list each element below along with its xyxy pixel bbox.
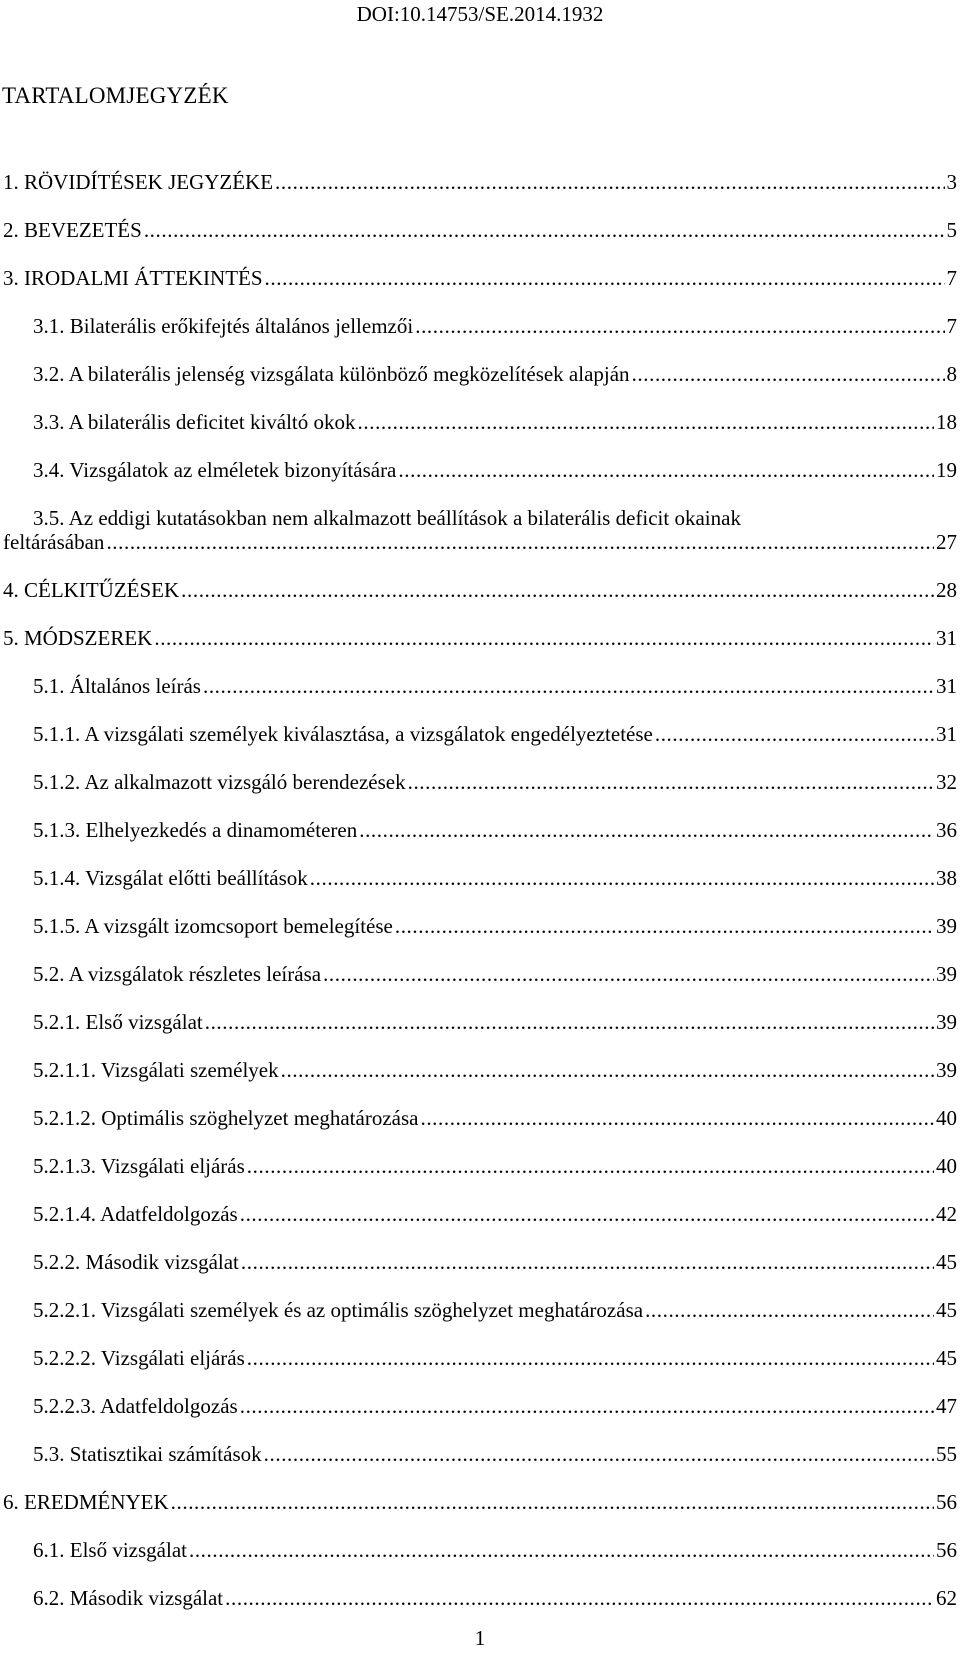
toc-entry-page: 27 bbox=[936, 530, 957, 554]
toc-entry-text: 2. BEVEZETÉS bbox=[3, 218, 142, 242]
toc-entry[interactable] bbox=[0, 770, 960, 818]
toc-entry-text: 5.1. Általános leírás bbox=[33, 674, 201, 698]
toc-entry[interactable] bbox=[0, 1058, 960, 1106]
toc-entry[interactable] bbox=[0, 674, 960, 722]
toc-entry-page: 19 bbox=[936, 458, 957, 482]
toc-entry[interactable] bbox=[0, 962, 960, 1010]
dot-leader bbox=[225, 1586, 934, 1610]
toc-entry-text: 5.2.1.2. Optimális szöghelyzet meghatározása bbox=[33, 1106, 419, 1130]
toc-entry-page: 55 bbox=[936, 1442, 957, 1466]
toc-entry[interactable] bbox=[0, 1346, 960, 1394]
toc-entry-page: 31 bbox=[936, 674, 957, 698]
toc-title: TARTALOMJEGYZÉK bbox=[2, 83, 229, 108]
toc-entry-text: 6.2. Második vizsgálat bbox=[33, 1586, 224, 1610]
toc-entry-page: 39 bbox=[936, 1058, 957, 1082]
toc-entry-text: 5.2.1. Első vizsgálat bbox=[33, 1010, 203, 1034]
toc-entry-text: 5.2.1.1. Vizsgálati személyek bbox=[33, 1058, 279, 1082]
toc-entry-text: 5.1.4. Vizsgálat előtti beállítások bbox=[33, 866, 308, 890]
doi-header: DOI:10.14753/SE.2014.1932 bbox=[356, 2, 604, 26]
toc-entry-page: 40 bbox=[936, 1154, 957, 1178]
toc-entry-text: 3. IRODALMI ÁTTEKINTÉS bbox=[3, 266, 263, 290]
toc-entry[interactable] bbox=[0, 410, 960, 458]
toc-entry[interactable] bbox=[0, 170, 960, 218]
dot-leader bbox=[275, 170, 944, 194]
dot-leader bbox=[408, 770, 934, 794]
dot-leader bbox=[203, 674, 934, 698]
toc-entry-page: 45 bbox=[936, 1346, 957, 1370]
toc-entry-text: 3.4. Vizsgálatok az elméletek bizonyítására bbox=[33, 458, 397, 482]
toc-entry-page: 32 bbox=[936, 770, 957, 794]
toc-entry[interactable] bbox=[0, 1442, 960, 1490]
toc-entry-page: 56 bbox=[936, 1490, 957, 1514]
toc-entry[interactable] bbox=[0, 266, 960, 314]
toc-entry-page: 45 bbox=[936, 1298, 957, 1322]
toc-entry-page: 31 bbox=[936, 722, 957, 746]
toc-entry-page: 5 bbox=[946, 218, 957, 242]
toc-entry-text: 5.2.2.2. Vizsgálati eljárás bbox=[33, 1346, 245, 1370]
toc-entry[interactable] bbox=[0, 1202, 960, 1250]
dot-leader bbox=[240, 1394, 934, 1418]
toc-entry[interactable] bbox=[0, 458, 960, 506]
toc-entry-text: 1. RÖVIDÍTÉSEK JEGYZÉKE bbox=[3, 170, 274, 194]
toc-entry[interactable] bbox=[0, 1298, 960, 1346]
toc-entry-text: 6. EREDMÉNYEK bbox=[3, 1490, 169, 1514]
dot-leader bbox=[181, 578, 934, 602]
toc-entry-text: 4. CÉLKITŰZÉSEK bbox=[3, 578, 180, 602]
toc-entry-page: 28 bbox=[936, 578, 957, 602]
toc-entry-text: 5.2.1.4. Adatfeldolgozás bbox=[33, 1202, 238, 1226]
toc-entry-page: 40 bbox=[936, 1106, 957, 1130]
toc-entry-page: 31 bbox=[936, 626, 957, 650]
dot-leader bbox=[106, 530, 934, 554]
dot-leader bbox=[265, 266, 945, 290]
dot-leader bbox=[323, 962, 934, 986]
toc-entry-page: 18 bbox=[936, 410, 957, 434]
dot-leader bbox=[189, 1538, 934, 1562]
dot-leader bbox=[281, 1058, 934, 1082]
toc-entry[interactable] bbox=[0, 1154, 960, 1202]
toc-entry-text: 5.2.1.3. Vizsgálati eljárás bbox=[33, 1154, 245, 1178]
toc-entry-page: 39 bbox=[936, 962, 957, 986]
dot-leader bbox=[358, 410, 934, 434]
toc-entry[interactable] bbox=[0, 722, 960, 770]
toc-entry[interactable] bbox=[0, 218, 960, 266]
toc-entry-text: 5.3. Statisztikai számítások bbox=[33, 1442, 262, 1466]
dot-leader bbox=[247, 1154, 934, 1178]
toc-entry[interactable] bbox=[0, 1106, 960, 1154]
toc-entry[interactable] bbox=[0, 626, 960, 674]
dot-leader bbox=[264, 1442, 934, 1466]
toc-entry-text: 3.1. Bilaterális erőkifejtés általános jellemzői bbox=[33, 314, 414, 338]
dot-leader bbox=[310, 866, 934, 890]
toc-entry-page: 45 bbox=[936, 1250, 957, 1274]
toc-entry-text: 5. MÓDSZEREK bbox=[3, 626, 153, 650]
toc-entry[interactable] bbox=[0, 362, 960, 410]
toc-entry-page: 47 bbox=[936, 1394, 957, 1418]
toc-entry-text: 5.1.5. A vizsgált izomcsoport bemelegítése bbox=[33, 914, 393, 938]
toc-entry-page: 3 bbox=[946, 170, 957, 194]
toc-entry-text: 3.3. A bilaterális deficitet kiváltó okok bbox=[33, 410, 356, 434]
toc-entry-page: 36 bbox=[936, 818, 957, 842]
dot-leader bbox=[171, 1490, 934, 1514]
dot-leader bbox=[247, 1346, 934, 1370]
toc-entry[interactable] bbox=[0, 818, 960, 866]
toc-entry[interactable] bbox=[0, 866, 960, 914]
dot-leader bbox=[241, 1250, 934, 1274]
dot-leader bbox=[395, 914, 934, 938]
toc-entry[interactable] bbox=[0, 1490, 960, 1538]
toc-entry-text: 5.1.1. A vizsgálati személyek kiválasztása, a vizsgálatok engedélyeztetése bbox=[33, 722, 653, 746]
toc-entry-page: 7 bbox=[946, 266, 957, 290]
toc-entry-page: 62 bbox=[936, 1586, 957, 1610]
toc-entry-text: 5.2.2.1. Vizsgálati személyek és az optimális szöghelyzet meghatározása bbox=[33, 1298, 644, 1322]
dot-leader bbox=[205, 1010, 934, 1034]
toc-entry-text: 5.2. A vizsgálatok részletes leírása bbox=[33, 962, 322, 986]
toc-entry-text: 5.2.2. Második vizsgálat bbox=[33, 1250, 239, 1274]
toc-entry-text: 5.2.2.3. Adatfeldolgozás bbox=[33, 1394, 238, 1418]
toc-entry-text: 5.1.3. Elhelyezkedés a dinamométeren bbox=[33, 818, 358, 842]
toc-entry-text-continued: feltárásában bbox=[3, 530, 105, 554]
toc-entry[interactable] bbox=[0, 506, 960, 578]
dot-leader bbox=[359, 818, 934, 842]
table-of-contents bbox=[0, 170, 960, 1634]
dot-leader bbox=[154, 626, 934, 650]
toc-entry[interactable] bbox=[0, 1250, 960, 1298]
toc-entry-page: 7 bbox=[946, 314, 957, 338]
toc-entry-page: 56 bbox=[936, 1538, 957, 1562]
dot-leader bbox=[420, 1106, 934, 1130]
toc-entry-page: 42 bbox=[936, 1202, 957, 1226]
toc-entry-text: 3.2. A bilaterális jelenség vizsgálata különböző megközelítések alapján bbox=[33, 362, 630, 386]
dot-leader bbox=[645, 1298, 934, 1322]
toc-entry-page: 39 bbox=[936, 914, 957, 938]
toc-entry-text: 6.1. Első vizsgálat bbox=[33, 1538, 187, 1562]
toc-entry-text: 5.1.2. Az alkalmazott vizsgáló berendezések bbox=[33, 770, 406, 794]
toc-entry-text: 3.5. Az eddigi kutatásokban nem alkalmazott beállítások a bilaterális deficit okainak bbox=[33, 506, 741, 530]
dot-leader bbox=[632, 362, 945, 386]
dot-leader bbox=[655, 722, 934, 746]
dot-leader bbox=[144, 218, 945, 242]
dot-leader bbox=[240, 1202, 934, 1226]
toc-entry[interactable] bbox=[0, 314, 960, 362]
dot-leader bbox=[398, 458, 934, 482]
dot-leader bbox=[415, 314, 944, 338]
toc-entry-page: 38 bbox=[936, 866, 957, 890]
toc-entry[interactable] bbox=[0, 1538, 960, 1586]
toc-entry[interactable] bbox=[0, 914, 960, 962]
page-number: 1 bbox=[474, 1626, 486, 1650]
toc-entry-page: 8 bbox=[946, 362, 957, 386]
toc-entry[interactable] bbox=[0, 1010, 960, 1058]
toc-entry[interactable] bbox=[0, 578, 960, 626]
toc-entry[interactable] bbox=[0, 1394, 960, 1442]
toc-entry-page: 39 bbox=[936, 1010, 957, 1034]
